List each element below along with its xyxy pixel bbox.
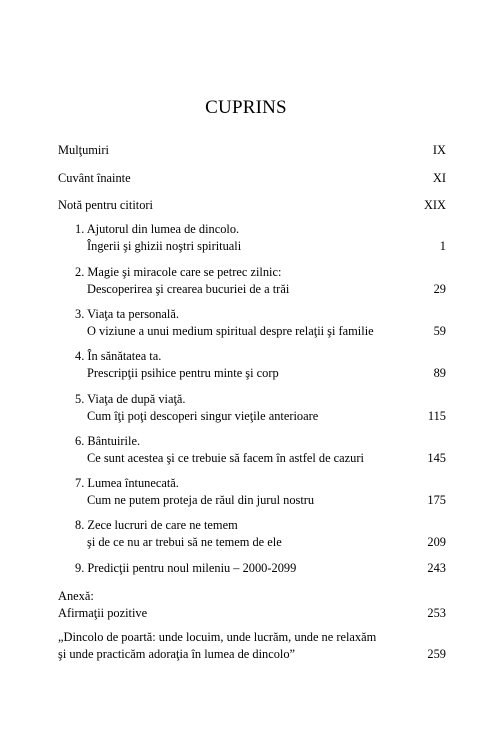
chapter-subtitle: Îngerii şi ghizii noştri spirituali: [87, 239, 242, 253]
toc-entry-front-1: [58, 142, 446, 159]
chapter-subtitle: Ce sunt acestea şi ce trebuie să facem în astfel de cazuri: [87, 451, 364, 465]
annex-title: Anexă:: [58, 589, 94, 603]
entry-page-number: 259: [427, 647, 446, 661]
entry-page-number: 145: [427, 451, 446, 465]
toc-chapter-7: [58, 475, 446, 509]
page-title: CUPRINS: [205, 97, 287, 118]
entry-page-number: 115: [427, 409, 446, 423]
annex-subtitle: Afirmaţii pozitive: [58, 606, 148, 620]
entry-page-number: IX: [432, 143, 446, 157]
entry-page-number: 175: [427, 493, 446, 507]
toc-entry-last: [58, 629, 446, 663]
toc-annex: [58, 588, 446, 622]
chapter-subtitle: O viziune a unui medium spiritual despre relaţii şi familie: [87, 324, 374, 338]
chapter-title: 9. Predicţii pentru noul mileniu – 2000-2099: [75, 561, 297, 575]
chapter-subtitle: şi de ce nu ar trebui să ne temem de ele: [87, 535, 282, 549]
chapter-subtitle: Cum ne putem proteja de răul din jurul nostru: [87, 493, 315, 507]
entry-label: Mulţumiri: [58, 143, 109, 157]
toc-entry-front-2: [58, 170, 446, 187]
toc-entry-front-3: [58, 197, 446, 214]
entry-label: Notă pentru cititori: [58, 198, 153, 212]
chapter-title: 3. Viaţa ta personală.: [75, 307, 179, 321]
toc-chapter-4: [58, 348, 446, 382]
toc-chapter-2: [58, 264, 446, 298]
toc-chapter-9: [58, 560, 446, 577]
toc-chapter-5: [58, 391, 446, 425]
entry-page-number: 89: [433, 366, 446, 380]
entry-label-line2: şi unde practicăm adoraţia în lumea de dincolo”: [58, 647, 296, 661]
toc-chapter-1: [58, 221, 446, 255]
chapter-title: 5. Viaţa de după viaţă.: [75, 392, 186, 406]
entry-page-number: 253: [427, 606, 446, 620]
toc-chapter-6: [58, 433, 446, 467]
entry-page-number: 209: [427, 535, 446, 549]
chapter-subtitle: Cum îţi poţi descoperi singur vieţile anterioare: [87, 409, 319, 423]
entry-page-number: 1: [439, 239, 446, 253]
chapter-subtitle: Prescripţii psihice pentru minte şi corp: [87, 366, 279, 380]
entry-page-number: XIX: [423, 198, 446, 212]
chapter-title: 7. Lumea întunecată.: [75, 476, 179, 490]
chapter-title: 6. Bântuirile.: [75, 434, 141, 448]
chapter-subtitle: Descoperirea şi crearea bucuriei de a trăi: [87, 282, 290, 296]
toc-chapter-8: [58, 517, 446, 551]
entry-page-number: 243: [427, 561, 446, 575]
chapter-title: 2. Magie şi miracole care se petrec zilnic:: [75, 265, 282, 279]
entry-page-number: 29: [433, 282, 446, 296]
chapter-title: 4. În sănătatea ta.: [75, 349, 162, 363]
chapter-title: 8. Zece lucruri de care ne temem: [75, 518, 238, 532]
entry-label: Cuvânt înainte: [58, 171, 131, 185]
entry-page-number: 59: [433, 324, 446, 338]
entry-page-number: XI: [432, 171, 446, 185]
toc-chapter-3: [58, 306, 446, 340]
entry-label-line1: „Dincolo de poartă: unde locuim, unde lucrăm, unde ne relaxăm: [58, 630, 377, 644]
chapter-title: 1. Ajutorul din lumea de dincolo.: [75, 222, 240, 236]
